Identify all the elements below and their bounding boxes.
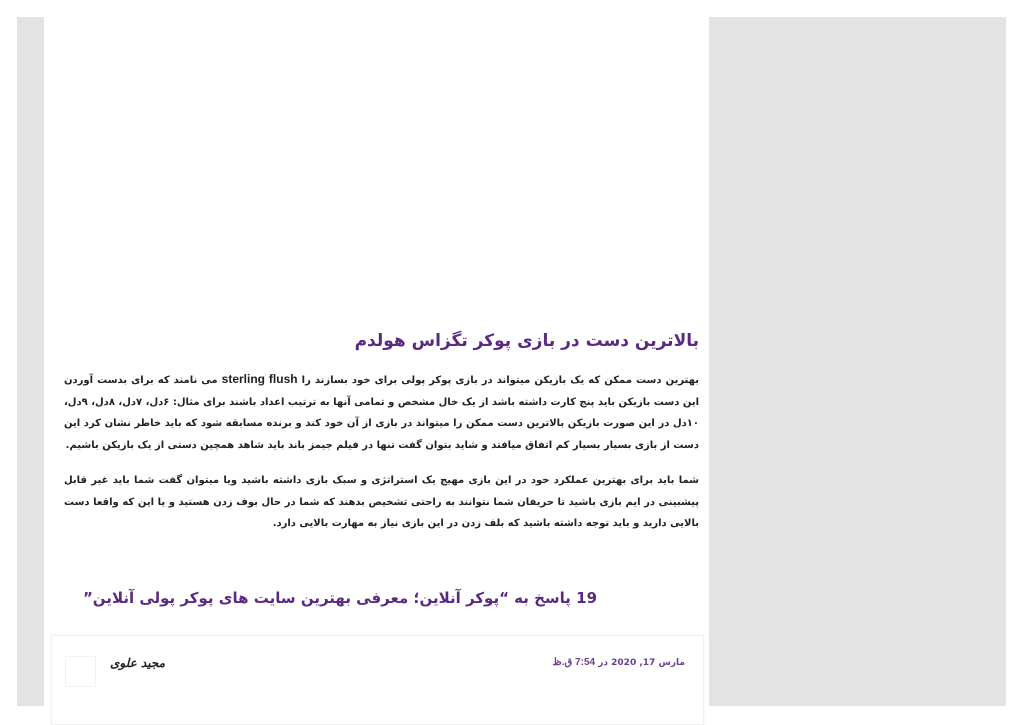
paragraph-1-part-a: بهترین دست ممکن که یک بازیکن میتواند در بازی پوکر پولی برای خود بسازند را [297, 375, 699, 386]
responses-heading: 19 پاسخ به “پوکر آنلاین؛ معرفی بهترین سایت های پوکر پولی آنلاین” [82, 589, 598, 607]
sidebar [709, 17, 1006, 706]
article [64, 327, 699, 549]
comment-at: در [598, 658, 609, 668]
post-title: بالاترین دست در بازی پوکر تگزاس هولدم [354, 331, 699, 351]
paragraph-1 [64, 369, 699, 456]
paragraph-1-term: sterling flush [221, 372, 298, 386]
comment-card [51, 635, 704, 725]
comment-meta[interactable] [552, 657, 685, 668]
comment-date[interactable]: مارس 17, 2020 [611, 658, 685, 668]
comment-author[interactable]: مجید علوی [110, 656, 165, 670]
comment-time[interactable]: 7:54 ق.ظ [552, 657, 596, 668]
paragraph-2: شما باید برای بهترین عملکرد خود در این بازی مهیج یک استراتژی و سبک بازی داشته باشید ویا میتوان گفت شما باید غیر قابل پیشبینی در ایم بازی باشید تا حریفان شما نتوانند به راحتی تشخیص بدهند که شما در حال بوف زدن هستید و یا این که واقعا دست بالایی دارید و باید توجه داشته باشید که بلف زدن در این بازی نیاز به مهارت بالایی دارد. [64, 475, 699, 529]
paragraph-1-part-b: می نامند که برای بدست آوردن این دست بازیکن باید پنج کارت داشته باشد از یک خال مشخص و تمامی آنها به ترتیب اعداد باشند برای مثال: ۶دل، ۷دل، ۸دل، ۹دل، ۱۰دل در این صورت بازیکن بالاترین دست ممکن را میتواند در بازی از آن خود کند و برنده مسابقه شود که باید خاطر نشان کرد این دست از بازی بسیار بسیار کم اتفاق میافتد و شاید بتوان گفت تنها در فیلم جیمز باند باید شاهد همچین دستی از یک بازیکن باشیم. [64, 375, 700, 451]
avatar [65, 656, 96, 687]
